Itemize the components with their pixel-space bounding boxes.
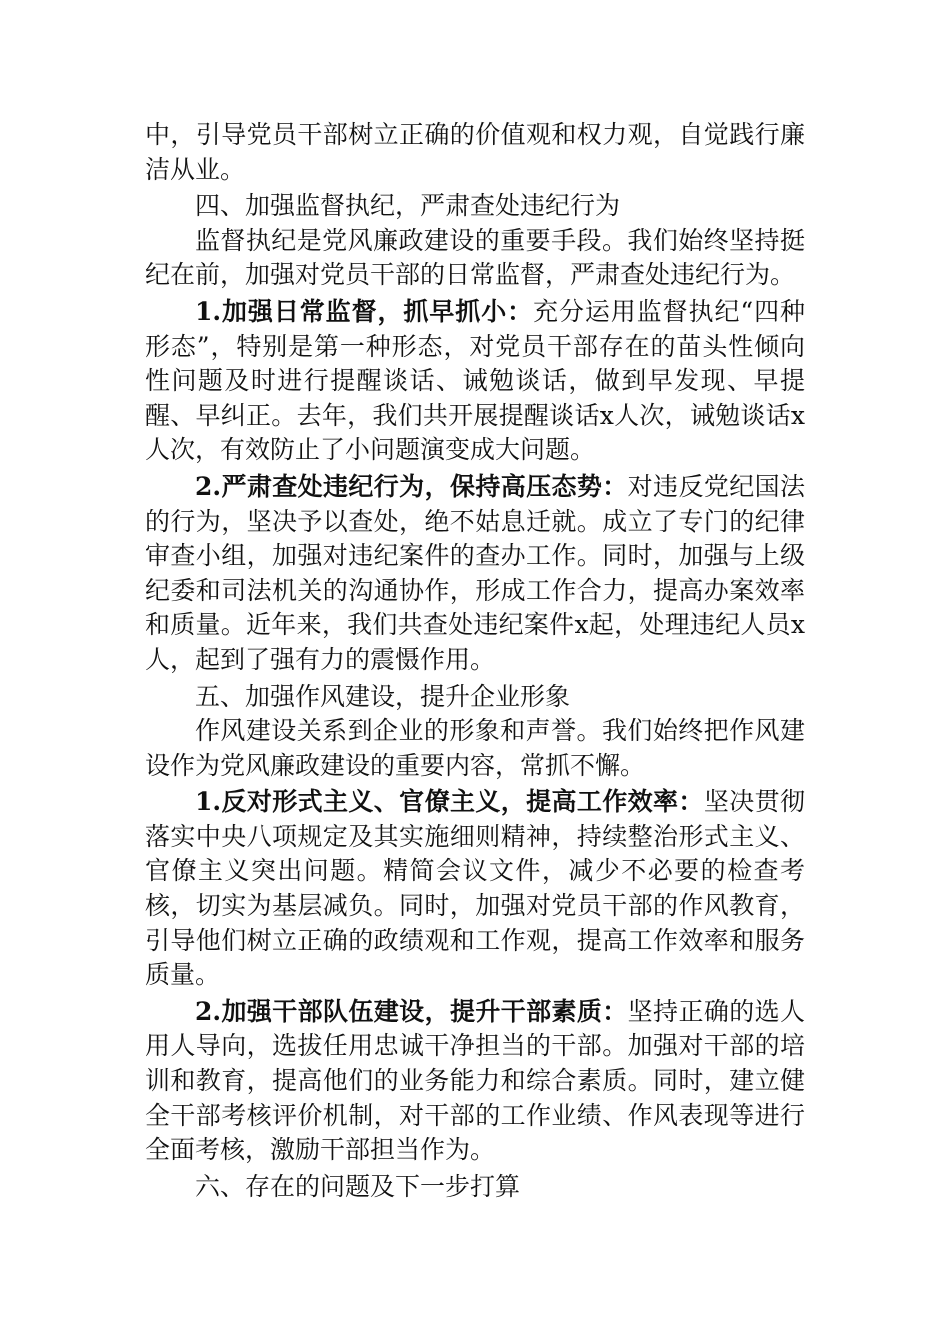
paragraph-investigate-violations [145,470,805,678]
lead-cadre-building: 2.加强干部队伍建设，提升干部素质： [195,996,628,1026]
paragraph-anti-formalism [145,785,805,993]
body-investigate-violations: 对违反党纪国法的行为，坚决予以查处，绝不姑息迁就。成立了专门的纪律审查小组，加强对违纪案件的查办工作。同时，加强与上级纪委和司法机关的沟通协作，形成工作合力，提高办案效率和质量。近年来，我们共查处违纪案件x起，处理违纪人员x人，起到了强有力的震慑作用。 [145,471,805,674]
lead-investigate-violations: 2.严肃查处违纪行为，保持高压态势： [195,471,628,501]
body-cadre-building: 坚持正确的选人用人导向，选拔任用忠诚干净担当的干部。加强对干部的培训和教育，提高他们的业务能力和综合素质。同时，建立健全干部考核评价机制，对干部的工作业绩、作风表现等进行全面考核，激励干部担当作为。 [145,996,805,1165]
section-heading-6: 六、存在的问题及下一步打算 [195,1171,521,1201]
document-body [145,118,805,1204]
paragraph-continuation: 中，引导党员干部树立正确的价值观和权力观，自觉践行廉洁从业。 [145,120,805,184]
section-heading-4: 四、加强监督执纪，严肃查处违纪行为 [195,191,621,221]
lead-daily-supervision: 1.加强日常监督，抓早抓小： [195,296,534,326]
paragraph-supervision-intro: 监督执纪是党风廉政建设的重要手段。我们始终坚持挺纪在前，加强对党员干部的日常监督，严肃查处违纪行为。 [145,225,805,290]
paragraph-cadre-building [145,995,805,1168]
body-daily-supervision: 充分运用监督执纪“四种形态”，特别是第一种形态，对党员干部存在的苗头性倾向性问题及时进行提醒谈话、诫勉谈话，做到早发现、早提醒、早纠正。去年，我们共开展提醒谈话x人次，诫勉谈话x人次，有效防止了小问题演变成大问题。 [145,296,805,465]
lead-anti-formalism: 1.反对形式主义、官僚主义，提高工作效率： [195,787,704,817]
paragraph-daily-supervision [145,295,805,468]
body-anti-formalism: 坚决贯彻落实中央八项规定及其实施细则精神，持续整治形式主义、官僚主义突出问题。精简会议文件，减少不必要的检查考核，切实为基层减负。同时，加强对党员干部的作风教育，引导他们树立正确的政绩观和工作观，提高工作效率和服务质量。 [145,787,805,990]
section-heading-5: 五、加强作风建设，提升企业形象 [195,681,571,711]
paragraph-work-style-intro: 作风建设关系到企业的形象和声誉。我们始终把作风建设作为党风廉政建设的重要内容，常抓不懈。 [145,716,805,780]
